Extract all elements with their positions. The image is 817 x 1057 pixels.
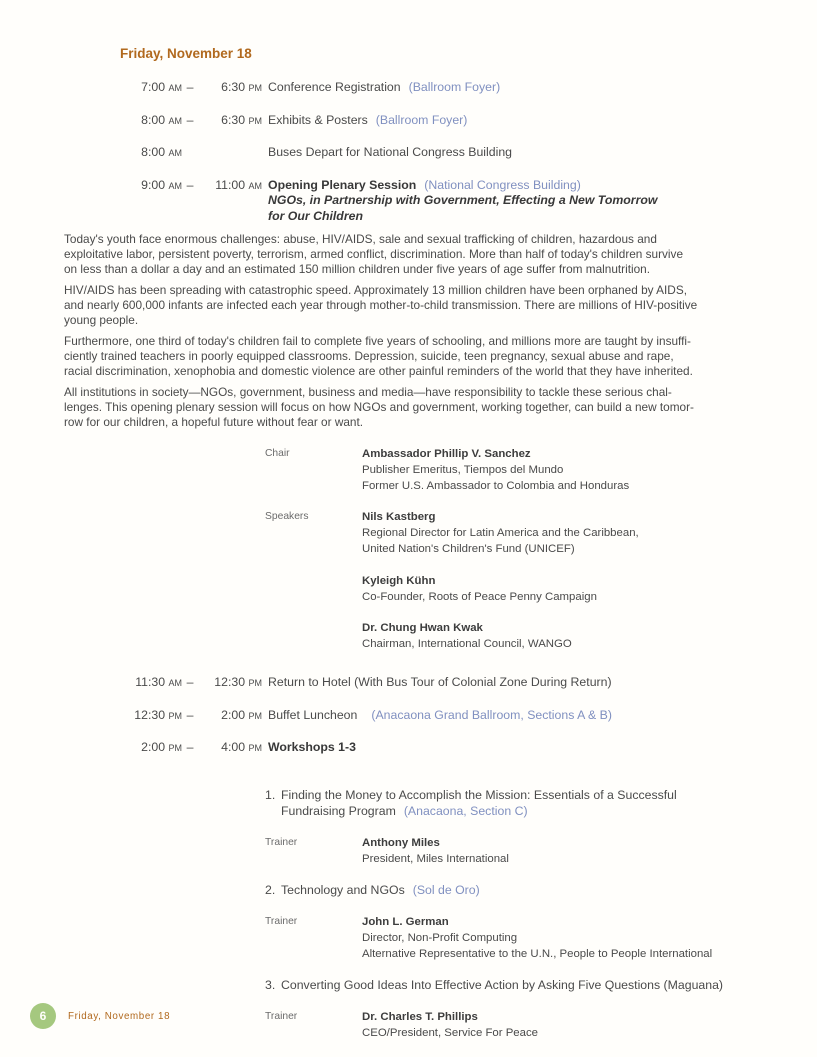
trainer-block — [265, 914, 757, 962]
event-title: Buses Depart for National Congress Building — [268, 145, 513, 159]
schedule-row — [120, 113, 757, 129]
plenary-subtitle-line: for Our Children — [268, 208, 363, 223]
workshop-title-line-text: Converting Good Ideas Into Effective Action by Asking Five Questions (Maguana) — [281, 977, 724, 992]
event-title-line — [268, 178, 657, 194]
schedule-row-plenary — [120, 178, 757, 225]
person — [362, 620, 572, 652]
person-name: Dr. Chung Hwan Kwak — [362, 622, 483, 634]
event-desc — [268, 740, 356, 756]
paragraph-line: Furthermore, one third of today's children fail to complete five years of schooling, and millions more are taught by insuffi- — [64, 334, 691, 348]
workshop-location: (Sol de Oro) — [412, 882, 480, 897]
person — [362, 1009, 538, 1041]
person-title-line: Alternative Representative to the U.N., People to People International — [362, 947, 713, 960]
workshop-title-line: Finding the Money to Accomplish the Mission: Essentials of a Successful — [281, 787, 677, 802]
time-dash: – — [186, 740, 194, 754]
person — [362, 914, 712, 962]
workshop-title-text — [281, 882, 480, 898]
paragraph-line: lenges. This opening plenary session will focus on how NGOs and government, working together, can build a new tomor- — [64, 400, 694, 414]
paragraph-line: young people. — [64, 313, 139, 327]
paragraph-line: racial discrimination, xenophobia and domestic violence are other painful reminders of the world that they have inherited. — [64, 364, 693, 378]
event-desc — [268, 675, 612, 691]
time-end: 6:30 pm — [221, 112, 262, 127]
person-name: Anthony Miles — [362, 836, 440, 849]
workshop-title-line-text: Technology and NGOs — [281, 882, 405, 897]
time-range — [120, 740, 262, 756]
event-desc — [268, 145, 512, 161]
chair-label: Chair — [265, 448, 290, 459]
time-dash: – — [186, 80, 194, 94]
person-name: John L. German — [362, 915, 449, 928]
plenary-paragraph — [64, 232, 757, 277]
workshop-title — [265, 977, 757, 993]
spacer — [64, 667, 757, 675]
workshop-title — [265, 787, 757, 819]
workshop-title-text — [281, 787, 677, 819]
time-dash: – — [186, 112, 194, 127]
event-location: (National Congress Building) — [424, 177, 581, 192]
schedule-row — [120, 145, 757, 161]
person-title-line: United Nation's Children's Fund (UNICEF) — [362, 543, 575, 555]
paragraph-line: row for our children, a hopeful future without fear or want. — [64, 415, 364, 429]
event-location: (Anacaona Grand Ballroom, Sections A & B) — [371, 707, 612, 722]
speakers-label-empty — [265, 573, 362, 605]
paragraph-line: on less than a dollar a day and an estimated 150 million children under five years of age suffer from malnutrition. — [64, 262, 651, 276]
time-range — [120, 178, 262, 194]
event-title: Conference Registration — [268, 80, 401, 94]
plenary-paragraph — [64, 385, 757, 430]
time-start: 9:00 am — [141, 177, 182, 192]
event-title: Exhibits & Posters — [268, 112, 368, 127]
person-name: Kyleigh Kühn — [362, 575, 436, 587]
person-title-line: Director, Non-Profit Computing — [362, 931, 518, 944]
time-end — [198, 145, 262, 161]
trainer-label: Trainer — [265, 915, 298, 927]
event-desc — [268, 113, 467, 129]
schedule-row — [120, 740, 757, 756]
person-title-line: Publisher Emeritus, Tiempos del Mundo — [362, 464, 564, 476]
paragraph-line: and nearly 600,000 infants are infected each year through mother-to-child transmission. There are millions of HIV-positive — [64, 298, 698, 312]
time-start: 8:00 am — [141, 145, 182, 159]
schedule-row — [120, 80, 757, 96]
person — [362, 835, 509, 867]
person — [362, 573, 597, 605]
time-dash — [182, 145, 198, 161]
plenary-paragraph — [64, 283, 757, 328]
workshop-title — [265, 882, 757, 898]
time-start: 2:00 pm — [141, 740, 182, 754]
workshop-number: 2. — [265, 882, 276, 897]
event-title: Return to Hotel (With Bus Tour of Colonial Zone During Return) — [268, 675, 612, 689]
paragraph-line: HIV/AIDS has been spreading with catastrophic speed. Approximately 13 million children have been orphaned by AIDS, — [64, 283, 687, 297]
schedule-row — [120, 708, 757, 724]
event-desc — [268, 178, 657, 225]
time-dash: – — [186, 675, 194, 689]
person-title-line: CEO/President, Service For Peace — [362, 1026, 538, 1039]
time-end: 4:00 pm — [221, 740, 262, 754]
day-heading: Friday, November 18 — [120, 46, 252, 61]
time-end: 11:00 am — [215, 177, 262, 192]
workshop-title-line-text: Fundraising Program — [281, 803, 396, 818]
speakers-label: Speakers — [265, 511, 309, 522]
event-desc — [268, 708, 612, 724]
workshop-number: 3. — [265, 977, 276, 992]
workshop-title-text — [281, 977, 723, 993]
person-title-line: Chairman, International Council, WANGO — [362, 638, 572, 650]
spacer — [64, 436, 757, 446]
time-end: 6:30 pm — [221, 80, 262, 94]
person-name: Nils Kastberg — [362, 511, 436, 523]
workshop-number: 1. — [265, 787, 276, 802]
trainer-label: Trainer — [265, 1010, 298, 1022]
event-title: Buffet Luncheon — [268, 707, 358, 722]
person-title-line: Regional Director for Latin America and the Caribbean, — [362, 527, 639, 539]
time-end: 12:30 pm — [214, 675, 262, 689]
trainer-block — [265, 1009, 757, 1041]
trainer-label: Trainer — [265, 836, 298, 848]
chair-block — [265, 446, 757, 494]
time-dash: – — [186, 177, 194, 192]
person-title-line: Co-Founder, Roots of Peace Penny Campaign — [362, 591, 597, 603]
trainer-block — [265, 835, 757, 867]
time-dash: – — [186, 707, 194, 722]
event-title: Opening Plenary Session — [268, 177, 417, 192]
time-range — [120, 675, 262, 691]
speaker-block — [265, 573, 757, 605]
time-start: 11:30 am — [135, 675, 182, 689]
person-name: Ambassador Phillip V. Sanchez — [362, 448, 531, 460]
event-desc — [268, 80, 500, 96]
person-name: Dr. Charles T. Phillips — [362, 1010, 478, 1023]
time-range — [120, 80, 262, 96]
person — [362, 446, 629, 494]
schedule-row — [120, 675, 757, 691]
footer-running-title: Friday, November 18 — [68, 1011, 171, 1022]
speaker-block — [265, 509, 757, 557]
time-start: 7:00 am — [141, 80, 182, 94]
paragraph-line: Today's youth face enormous challenges: abuse, HIV/AIDS, sale and sexual trafficking of children, hazardous and — [64, 232, 657, 246]
event-location: (Ballroom Foyer) — [408, 80, 501, 94]
time-start: 8:00 am — [141, 112, 182, 127]
time-range — [120, 145, 262, 161]
person-title-line: Former U.S. Ambassador to Colombia and Honduras — [362, 480, 630, 492]
time-range — [120, 708, 262, 724]
time-start: 12:30 pm — [134, 707, 182, 722]
time-range — [120, 113, 262, 129]
spacer — [64, 773, 757, 787]
plenary-subtitle-line: NGOs, in Partnership with Government, Effecting a New Tomorrow — [268, 193, 658, 207]
speaker-block — [265, 620, 757, 652]
workshop-title-line — [281, 803, 677, 819]
page-number: 6 — [39, 1009, 47, 1023]
plenary-paragraph — [64, 334, 757, 379]
workshop-location: (Anacaona, Section C) — [403, 803, 528, 818]
paragraph-line: All institutions in society—NGOs, government, business and media—have responsibility to tackle these serious chal- — [64, 385, 672, 399]
event-title: Workshops 1-3 — [268, 740, 356, 754]
person — [362, 509, 639, 557]
speakers-label-empty — [265, 620, 362, 652]
paragraph-line: ciently trained teachers in poorly equipped classrooms. Depression, suicide, teen pregnancy, sexual abuse and rape, — [64, 349, 674, 363]
paragraph-line: exploitative labor, persistent poverty, terrorism, armed conflict, discrimination. More than half of today's children survive — [64, 247, 684, 261]
time-end: 2:00 pm — [221, 707, 262, 722]
person-title-line: President, Miles International — [362, 852, 509, 865]
page-number-badge — [30, 1003, 56, 1029]
event-location: (Ballroom Foyer) — [375, 112, 468, 127]
